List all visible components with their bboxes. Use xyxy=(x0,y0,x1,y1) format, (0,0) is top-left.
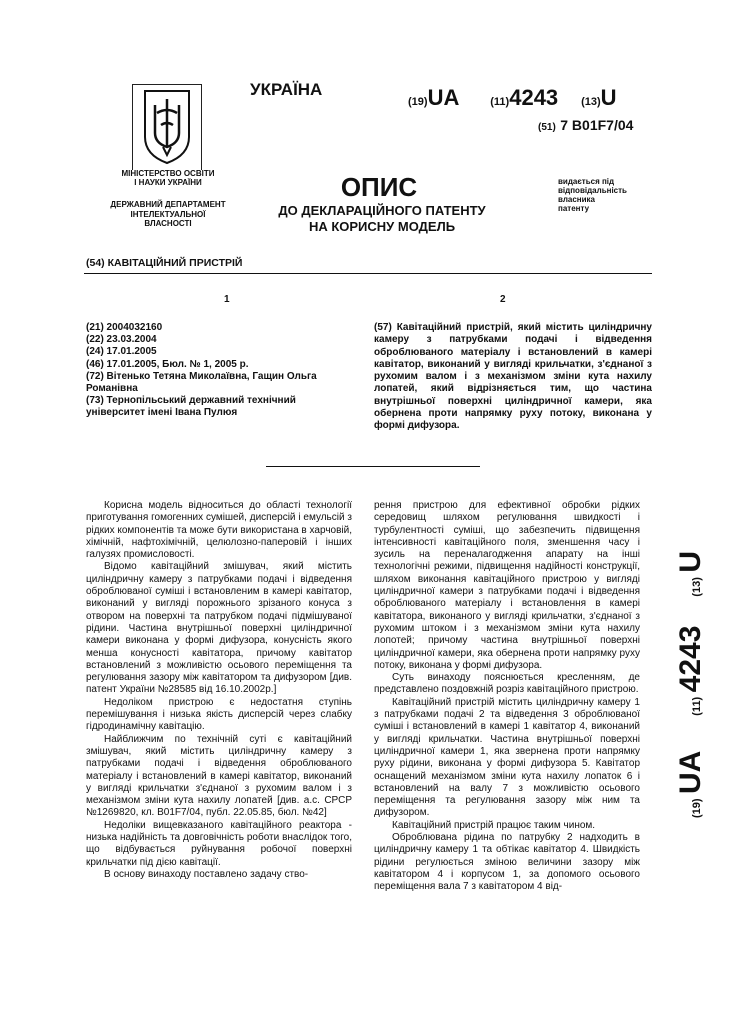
column-number-1: 1 xyxy=(224,294,230,305)
paragraph: Найближчим по технічній суті є кавітаційний змішувач, який містить циліндричну камеру з патрубками подачі і відведення оброблюваного матеріалу і встановлений в камері кавітатор, виконаний у вигляді крильчатки з'єднаної з рухомим валом і з механізмом зміни кута нахилу лопатей [див. а.с. СРСР №1269820, кл. B01F7/04, публ. 22.05.85, бюл. №42] xyxy=(86,733,352,819)
vertical-patent-id: (19) UA (11) 4243 (13) U xyxy=(674,550,707,818)
coat-of-arms-frame xyxy=(132,84,202,170)
column-number-2: 2 xyxy=(500,294,506,305)
doc-title: ОПИС xyxy=(340,172,418,202)
biblio-field: (72) Вітенько Тетяна Миколаївна, Гащин Ольга Романівна xyxy=(86,370,317,395)
section-rule xyxy=(266,466,480,467)
paragraph: Суть винаходу пояснюється кресленням, де представлено поздовжній розріз кавітаційного пристрою. xyxy=(374,672,640,696)
biblio-field: (73) Тернопільський державний технічний університет імені Івана Пулюя xyxy=(86,395,296,419)
paragraph: В основу винаходу поставлено задачу ство- xyxy=(104,868,309,880)
department-name: ДЕРЖАВНИЙ ДЕПАРТАМЕНТ ІНТЕЛЕКТУАЛЬНОЇ ВЛАСНОСТІ xyxy=(110,200,226,228)
paragraph: Недоліки вищевказаного кавітаційного реактора - низька надійність та довговічність роботи внаслідок того, що відбувається руйнування робочої поверхні крильчатки під дією кавітації. xyxy=(86,819,352,868)
side-note: видається під відповідальність власника патенту xyxy=(558,177,627,213)
paragraph: Недоліком пристрою є недостатня ступінь перемішування і низька якість дисперсій через слабку гідродинамічну кавітацію. xyxy=(86,696,352,733)
trident-emblem-icon xyxy=(133,85,201,169)
paragraph: Кавітаційний пристрій працює таким чином. xyxy=(392,819,596,831)
ministry-name: МІНІСТЕРСТВО ОСВІТИ І НАУКИ УКРАЇНИ xyxy=(121,169,215,187)
paragraph: Оброблювана рідина по патрубку 2 надходить в циліндричну камеру 1 та обтікає кавітатор 4. Швидкість рідини регулюється зміною величини зазору між кавітатором 4 і корпусом 1, за допомого осьового переміщення вала 7 з кавітатором 4 від- xyxy=(374,832,640,893)
paragraph: Корисна модель відноситься до області технології приготування гомогенних сумішей, дисперсій і емульсій з рідких компонентів та може бути використана в харчовій, хімічній, нафтохімічній, целюлозно-паперовій і інших галузях промисловості. xyxy=(86,500,352,561)
paragraph: рення пристрою для ефективної обробки рідких середовищ шляхом регулювання швидкості і турбулентності суміші, що забезпечить підвищення інтенсивності кавітаційного поля, зменшення часу і зусиль на переналагодження апарату на інші технологічні режими, підвищення надійності конструкції, шляхом виконання кавітаційного пристрою у вигляді циліндричної камери з патрубками подачі і відведення оброблюваного матеріалу і встановлення в камері кавітатора, виконаного у вигляді крильчатки, з'єднаної з рухомим штоком і з механізмом зміни кута нахилу лопотей; причому частина внутрішньої поверхні циліндричної камери, яка обернена проти напрямку руху потоку, виконана у формі дифузора. xyxy=(374,500,640,671)
ipc-class: (51) 7 B01F7/04 xyxy=(538,117,634,133)
biblio-field: (46) 17.01.2005, Бюл. № 1, 2005 р. xyxy=(86,358,249,370)
biblio-field: (24) 17.01.2005 xyxy=(86,346,157,358)
bibliographic-data xyxy=(86,322,352,420)
biblio-field: (22) 23.03.2004 xyxy=(86,334,157,346)
biblio-field: (21) 2004032160 xyxy=(86,322,163,333)
patent-number: 4243 xyxy=(509,85,559,110)
kind-code: U xyxy=(600,85,617,110)
title-rule xyxy=(84,273,652,274)
doc-subtitle: ДО ДЕКЛАРАЦІЙНОГО ПАТЕНТУ НА КОРИСНУ МОДЕЛЬ xyxy=(278,203,486,234)
country-code: UA xyxy=(427,85,460,110)
paragraph: Кавітаційний пристрій містить циліндричну камеру 1 з патрубками подачі 2 та відведення 3 оброблюваної суміші і встановлений в камері 1 кавітатор 4, виконаний у вигляді крильчатки. Частина внутрішньої поверхні циліндричної камери 1, яка звернена проти напрямку руху рідини, виконана у формі дифузора 5. Кавітатор оснащений механізмом зміни кута нахилу лопаток 6 і встановлений на валу 7 з можливістю осьового переміщення та регулювання зазору між ним та дифузором. xyxy=(374,696,640,819)
description-column-1 xyxy=(86,500,352,881)
description-column-2 xyxy=(374,500,640,894)
invention-title: (54) КАВІТАЦІЙНИЙ ПРИСТРІЙ xyxy=(86,257,243,269)
paragraph: Відомо кавітаційний змішувач, який містить циліндричну камеру з патрубками подачі і відведення оброблюваної суміші і встановленим в камері кавітатор, виконаний у вигляді порожнього зрізаного конуса з отвором на поверхні та патрубком подачі підмішуваної рідини. Частина внутрішньої поверхні циліндричної камери виконана у формі дифузора, конусність якого менша конусності кавітатора, причому кавітатор встановлений з можливістю осьового переміщення та регулювання зазору між кавітатором та дифузором [див. патент України №28585 від 16.10.2002р.] xyxy=(86,561,352,696)
claim-text: (57) Кавітаційний пристрій, який містить циліндричну камеру з патрубками подачі і відведення оброблюваного матеріалу і встановлений в камері кавітатор, виконаний у вигляді крильчатки, з'єднаної з рухомим валом і з механізмом зміни кута нахилу лопатей, який відрізняється тим, що частина внутрішньої поверхні циліндричної камери, яка обернена проти напрямку руху потоку, виконана у формі дифузора. xyxy=(374,322,652,432)
country-name: УКРАЇНА xyxy=(250,80,323,99)
publication-codes: (19)UA (11)4243 (13)U xyxy=(408,85,617,110)
